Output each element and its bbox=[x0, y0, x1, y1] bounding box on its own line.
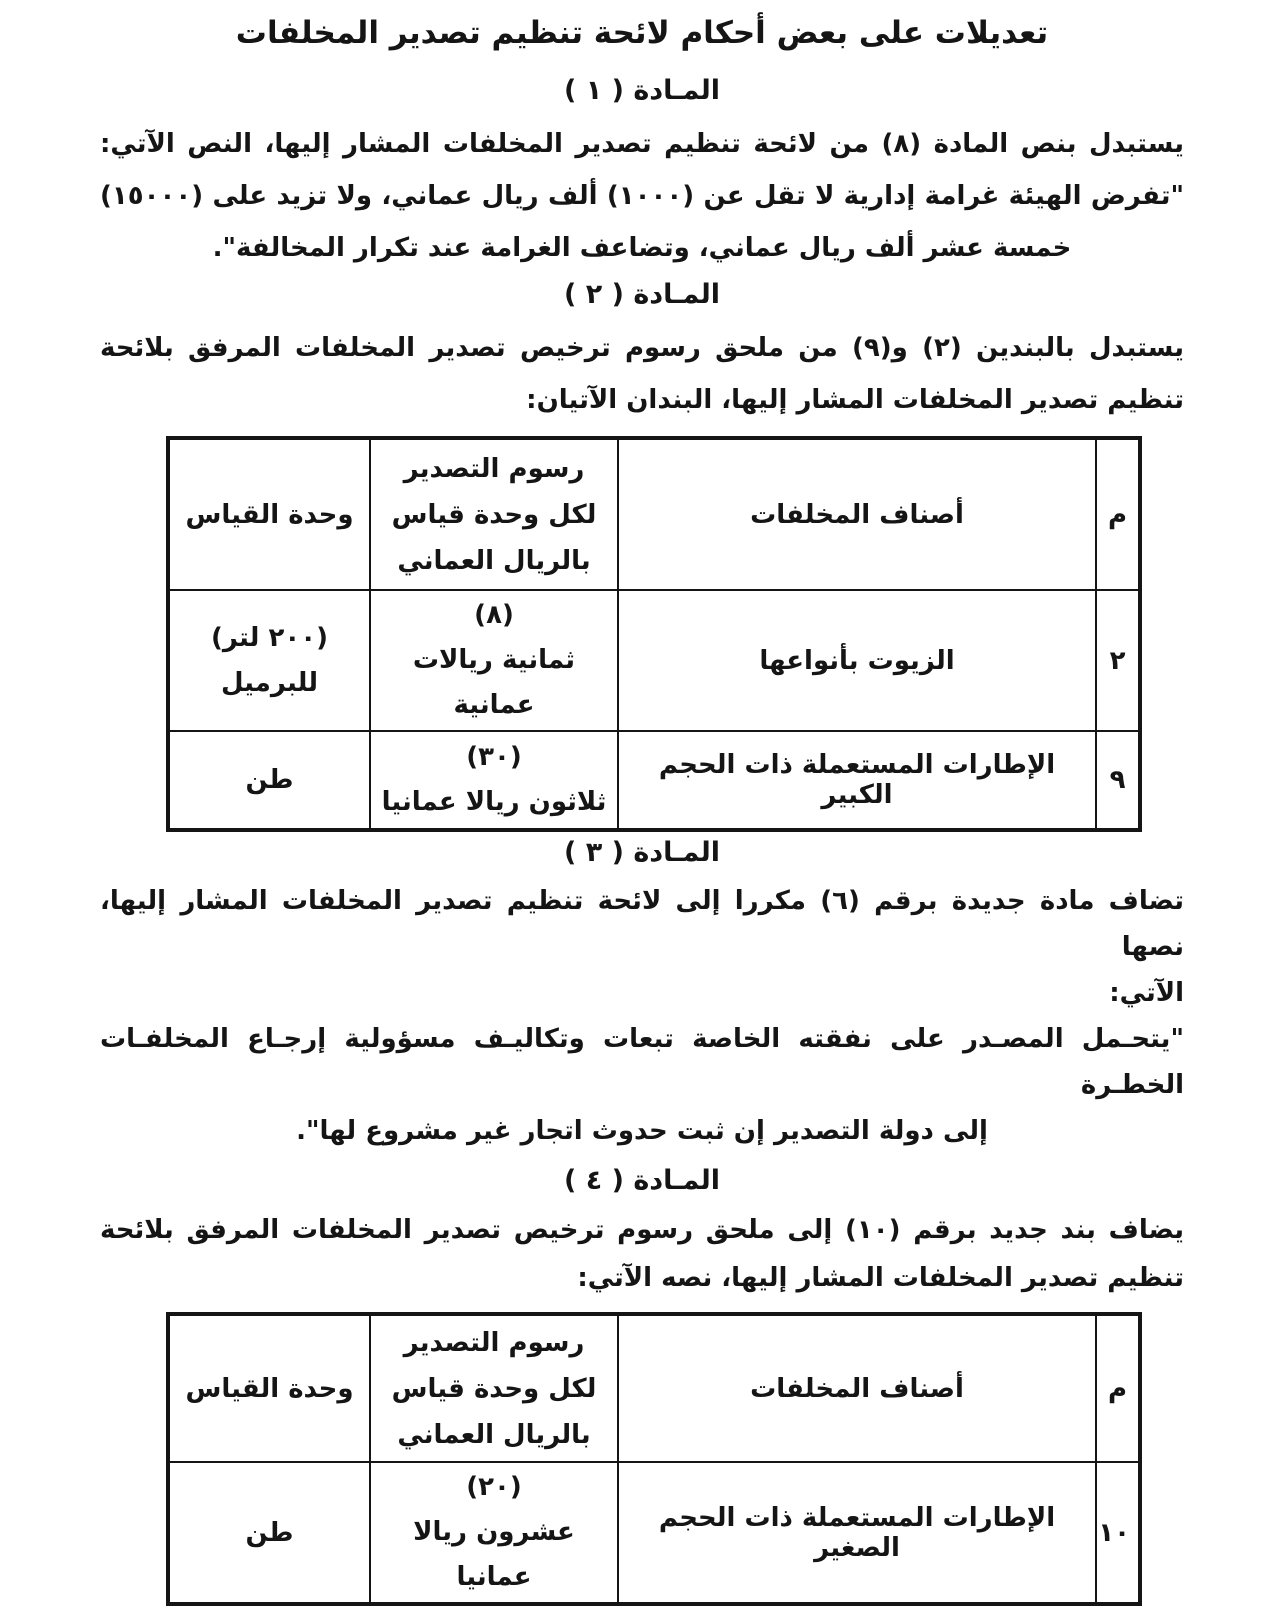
article2-intro-line2: تنظيم تصدير المخلفات المشار إليها، البندان الآتيان: bbox=[526, 385, 1184, 415]
article1-heading: المـادة ( ١ ) bbox=[563, 75, 721, 106]
row-fee bbox=[370, 731, 618, 830]
fee-words: عشرون ريالا عمانيا bbox=[413, 1517, 575, 1592]
fees-table-2-header-row bbox=[168, 1314, 1140, 1462]
fees-table-1-row-large-tires bbox=[168, 731, 1140, 830]
unit-words: للبرميل bbox=[220, 667, 319, 698]
row-category: الزيوت بأنواعها bbox=[618, 590, 1096, 731]
fee-header-line1: رسوم التصدير bbox=[403, 453, 585, 484]
article3-intro-line2: الآتي: bbox=[1109, 978, 1184, 1008]
fees-table-1-header-row bbox=[168, 438, 1140, 590]
fees-table-1-header-fee bbox=[370, 438, 618, 590]
fees-table-1-header-num: م bbox=[1096, 438, 1140, 590]
article4-intro-line1: يضاف بند جديد برقم (١٠) إلى ملحق رسوم ترخيص تصدير المخلفات المرفق بلائحة bbox=[100, 1215, 1184, 1245]
fee-value: (٣٠) bbox=[466, 742, 522, 772]
row-fee bbox=[370, 1462, 618, 1604]
article2-body bbox=[100, 322, 1184, 426]
article4-heading: المـادة ( ٤ ) bbox=[563, 1165, 721, 1196]
article3-quote-line2: إلى دولة التصدير إن ثبت حدوث اتجار غير مشروع لها". bbox=[296, 1116, 988, 1146]
fees-table-2-header-unit: وحدة القياس bbox=[168, 1314, 370, 1462]
fee-value: (٢٠) bbox=[466, 1472, 522, 1502]
fee-header-line3: بالريال العماني bbox=[397, 1419, 591, 1450]
fee-header-line1: رسوم التصدير bbox=[403, 1327, 585, 1358]
article4-body bbox=[100, 1206, 1184, 1302]
row-unit: طن bbox=[168, 1462, 370, 1604]
article1-quote-line2: خمسة عشر ألف ريال عماني، وتضاعف الغرامة عند تكرار المخالفة". bbox=[212, 233, 1072, 263]
article1-body bbox=[100, 118, 1184, 274]
row-num: ٢ bbox=[1096, 590, 1140, 731]
row-fee bbox=[370, 590, 618, 731]
fee-words: ثلاثون ريالا عمانيا bbox=[381, 787, 607, 817]
row-unit: طن bbox=[168, 731, 370, 830]
fee-value: (٨) bbox=[474, 600, 514, 630]
fee-header-line2: لكل وحدة قياس bbox=[391, 1373, 597, 1404]
fees-table-1-header-unit: وحدة القياس bbox=[168, 438, 370, 590]
fee-header-line3: بالريال العماني bbox=[397, 545, 591, 576]
row-category: الإطارات المستعملة ذات الحجم الصغير bbox=[618, 1462, 1096, 1604]
fees-table-2-row-small-tires bbox=[168, 1462, 1140, 1604]
article3-heading: المـادة ( ٣ ) bbox=[563, 837, 721, 868]
article3-intro-line1: تضاف مادة جديدة برقم (٦) مكررا إلى لائحة تنظيم تصدير المخلفات المشار إليها، نصها bbox=[100, 886, 1184, 962]
row-num: ٩ bbox=[1096, 731, 1140, 830]
fees-table-2-header-category: أصناف المخلفات bbox=[618, 1314, 1096, 1462]
article4-intro-line2: تنظيم تصدير المخلفات المشار إليها، نصه الآتي: bbox=[577, 1263, 1184, 1293]
fees-table-2-header-fee bbox=[370, 1314, 618, 1462]
row-unit bbox=[168, 590, 370, 731]
fees-table-1-header-category: أصناف المخلفات bbox=[618, 438, 1096, 590]
article2-heading: المـادة ( ٢ ) bbox=[563, 279, 721, 310]
article1-quote-line1: "تفرض الهيئة غرامة إدارية لا تقل عن (١٠٠٠) ألف ريال عماني، ولا تزيد على (١٥٠٠٠) bbox=[100, 181, 1184, 211]
document-title: تعديلات على بعض أحكام لائحة تنظيم تصدير المخلفات bbox=[235, 15, 1049, 51]
row-category: الإطارات المستعملة ذات الحجم الكبير bbox=[618, 731, 1096, 830]
article3-body bbox=[100, 878, 1184, 1154]
fees-table-1-row-oils bbox=[168, 590, 1140, 731]
fee-words: ثمانية ريالات عمانية bbox=[412, 645, 576, 720]
article2-intro-line1: يستبدل بالبندين (٢) و(٩) من ملحق رسوم ترخيص تصدير المخلفات المرفق بلائحة bbox=[100, 333, 1184, 363]
article3-quote-line1: "يتحـمل المصـدر على نفقته الخاصة تبعات وتكاليـف مسؤولية إرجـاع المخلفـات الخطـرة bbox=[100, 1024, 1184, 1100]
fee-header-line2: لكل وحدة قياس bbox=[391, 499, 597, 530]
fees-table-2 bbox=[166, 1312, 1142, 1606]
fees-table-2-header-num: م bbox=[1096, 1314, 1140, 1462]
row-num: ١٠ bbox=[1096, 1462, 1140, 1604]
unit-value: (٢٠٠ لتر) bbox=[211, 622, 328, 653]
fees-table-1 bbox=[166, 436, 1142, 832]
article1-intro-line: يستبدل بنص المادة (٨) من لائحة تنظيم تصدير المخلفات المشار إليها، النص الآتي: bbox=[100, 129, 1184, 159]
